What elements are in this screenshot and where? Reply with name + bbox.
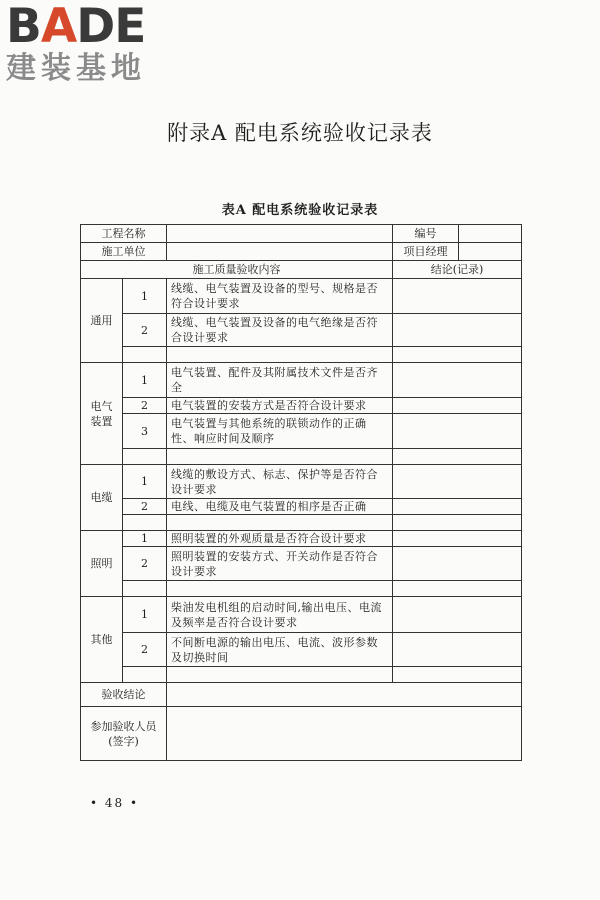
item-description: 照明装置的安装方式、开关动作是否符合设计要求: [167, 547, 393, 581]
table-row: [81, 449, 522, 465]
item-conclusion: [393, 279, 522, 314]
table-row: [81, 347, 522, 363]
table-row: [81, 547, 522, 581]
item-conclusion: [393, 597, 522, 633]
blank-conclusion: [393, 347, 522, 363]
item-conclusion: [393, 398, 522, 414]
item-description: 线缆、电气装置及设备的电气绝缘是否符合设计要求: [167, 314, 393, 347]
item-conclusion: [393, 499, 522, 515]
table-row: [81, 515, 522, 531]
blank-conclusion: [393, 581, 522, 597]
group-name: 通用: [81, 279, 123, 363]
item-number: 1: [123, 363, 167, 398]
item-description: 线缆的敷设方式、标志、保护等是否符合设计要求: [167, 465, 393, 499]
bade-logo: [6, 2, 181, 86]
item-number: 2: [123, 547, 167, 581]
item-conclusion: [393, 547, 522, 581]
document-title: 附录A 配电系统验收记录表: [167, 121, 433, 145]
item-description: 线缆、电气装置及设备的型号、规格是否符合设计要求: [167, 279, 393, 314]
table-row: [81, 597, 522, 633]
item-conclusion: [393, 633, 522, 667]
acceptance-conclusion-value: [167, 683, 522, 707]
blank-number: [123, 667, 167, 683]
blank-number: [123, 581, 167, 597]
blank-number: [123, 347, 167, 363]
item-number: 1: [123, 531, 167, 547]
table-row: [81, 465, 522, 499]
item-description: 不间断电源的输出电压、电流、波形参数及切换时间: [167, 633, 393, 667]
item-number: 1: [123, 465, 167, 499]
item-number: 3: [123, 414, 167, 449]
blank-description: [167, 515, 393, 531]
project-name-value: [167, 225, 393, 243]
acceptance-record-table: [80, 224, 522, 761]
project-manager-label: 项目经理: [393, 243, 459, 261]
participants-text: 参加验收人员: [90, 719, 157, 733]
table-row: [81, 707, 522, 761]
table-row: [81, 314, 522, 347]
table-row: [81, 667, 522, 683]
table-row: [81, 279, 522, 314]
group-name: 其他: [81, 597, 123, 683]
signature-text: (签字): [108, 734, 139, 748]
item-number: 2: [123, 314, 167, 347]
item-conclusion: [393, 363, 522, 398]
acceptance-conclusion-label: 验收结论: [81, 683, 167, 707]
item-conclusion: [393, 531, 522, 547]
table-row: [81, 363, 522, 398]
participants-label: [81, 707, 167, 761]
table-row: [81, 414, 522, 449]
group-name: 电缆: [81, 465, 123, 531]
page-number: • 48 •: [90, 796, 140, 810]
table-row: [81, 581, 522, 597]
conclusion-header: 结论(记录): [393, 261, 522, 279]
item-description: 电线、电缆及电气装置的相序是否正确: [167, 499, 393, 515]
number-value: [459, 225, 522, 243]
table-caption: 表A 配电系统验收记录表: [221, 203, 379, 218]
table-row: [81, 225, 522, 243]
project-manager-value: [459, 243, 522, 261]
item-conclusion: [393, 414, 522, 449]
item-number: 2: [123, 499, 167, 515]
blank-conclusion: [393, 515, 522, 531]
table-row: [81, 243, 522, 261]
table-row: [81, 633, 522, 667]
item-description: 电气装置的安装方式是否符合设计要求: [167, 398, 393, 414]
blank-description: [167, 667, 393, 683]
table-row: [81, 261, 522, 279]
blank-conclusion: [393, 449, 522, 465]
content-header: 施工质量验收内容: [81, 261, 393, 279]
item-number: 2: [123, 633, 167, 667]
table-row: [81, 398, 522, 414]
blank-number: [123, 515, 167, 531]
item-number: 2: [123, 398, 167, 414]
item-conclusion: [393, 314, 522, 347]
blank-description: [167, 347, 393, 363]
logo-wordmark: BADE: [6, 0, 146, 54]
group-name: 电气装置: [81, 363, 123, 465]
construction-unit-value: [167, 243, 393, 261]
table-row: [81, 499, 522, 515]
blank-number: [123, 449, 167, 465]
participants-value: [167, 707, 522, 761]
item-number: 1: [123, 279, 167, 314]
item-description: 柴油发电机组的启动时间,输出电压、电流及频率是否符合设计要求: [167, 597, 393, 633]
logo-subtitle: 建装基地: [6, 51, 146, 86]
number-label: 编号: [393, 225, 459, 243]
project-name-label: 工程名称: [81, 225, 167, 243]
item-description: 电气装置与其他系统的联锁动作的正确性、响应时间及顺序: [167, 414, 393, 449]
table-row: [81, 531, 522, 547]
item-number: 1: [123, 597, 167, 633]
group-name: 照明: [81, 531, 123, 597]
blank-description: [167, 449, 393, 465]
item-description: 电气装置、配件及其附属技术文件是否齐全: [167, 363, 393, 398]
construction-unit-label: 施工单位: [81, 243, 167, 261]
table-row: [81, 683, 522, 707]
item-description: 照明装置的外观质量是否符合设计要求: [167, 531, 393, 547]
item-conclusion: [393, 465, 522, 499]
blank-conclusion: [393, 667, 522, 683]
blank-description: [167, 581, 393, 597]
